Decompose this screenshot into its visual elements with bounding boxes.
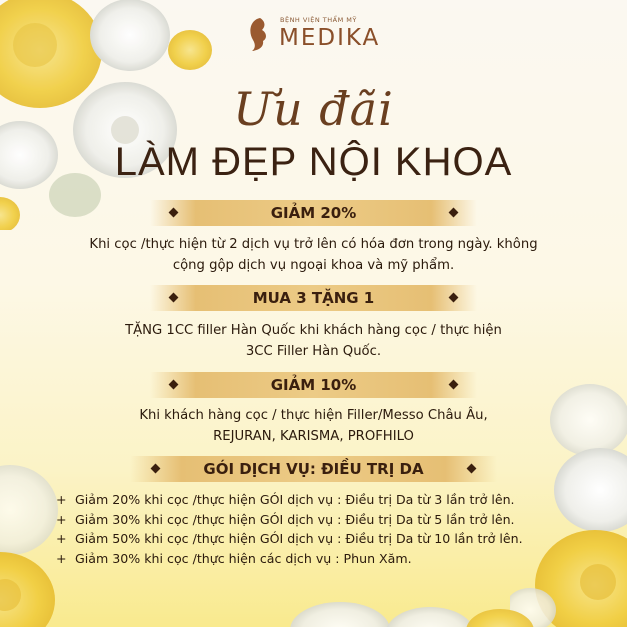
list-item bbox=[56, 529, 616, 549]
brand-subtitle: BỆNH VIỆN THẨM MỸ bbox=[280, 16, 357, 24]
offer-description-1 bbox=[0, 234, 627, 276]
plus-bullet: + bbox=[56, 550, 67, 566]
offer-band-2 bbox=[150, 285, 477, 311]
offer-label: MUA 3 TẶNG 1 bbox=[252, 289, 375, 307]
description-line: Khi cọc /thực hiện từ 2 dịch vụ trở lên có hóa đơn trong ngày. không bbox=[89, 237, 538, 252]
list-item bbox=[56, 510, 616, 530]
brand-logo bbox=[244, 14, 394, 54]
script-headline: Ưu đãi bbox=[233, 82, 394, 136]
diamond-icon bbox=[449, 208, 459, 218]
diamond-icon bbox=[169, 380, 179, 390]
offer-band-3 bbox=[150, 372, 477, 398]
diamond-icon bbox=[449, 293, 459, 303]
offer-label: GIẢM 10% bbox=[270, 376, 357, 394]
description-line: TẶNG 1CC filler Hàn Quốc khi khách hàng cọc / thực hiện bbox=[125, 323, 502, 338]
diamond-icon bbox=[169, 208, 179, 218]
list-item bbox=[56, 490, 616, 510]
package-list bbox=[56, 490, 616, 568]
offer-description-2 bbox=[0, 320, 627, 362]
diamond-icon bbox=[449, 380, 459, 390]
offer-label: GIẢM 20% bbox=[270, 204, 357, 222]
list-item-text: Giảm 30% khi cọc /thực hiện các dịch vụ : Phun Xăm. bbox=[75, 550, 412, 566]
page-title: LÀM ĐẸP NỘI KHOA bbox=[114, 140, 513, 184]
plus-bullet: + bbox=[56, 531, 67, 546]
diamond-icon bbox=[151, 464, 161, 474]
description-line: cộng gộp dịch vụ ngoại khoa và mỹ phẩm. bbox=[172, 258, 455, 273]
flower-cluster-bottom bbox=[280, 585, 540, 627]
list-item bbox=[56, 549, 616, 569]
list-item-text: Giảm 50% khi cọc /thực hiện GÓI dịch vụ : Điều trị Da từ 10 lần trở lên. bbox=[75, 531, 523, 546]
diamond-icon bbox=[169, 293, 179, 303]
description-line: REJURAN, KARISMA, PROFHILO bbox=[213, 429, 414, 444]
brand-name: MEDIKA bbox=[279, 25, 381, 51]
offer-band-4 bbox=[130, 456, 497, 482]
list-item-text: Giảm 20% khi cọc /thực hiện GÓI dịch vụ : Điều trị Da từ 3 lần trở lên. bbox=[75, 492, 515, 507]
offer-description-3 bbox=[0, 405, 627, 447]
plus-bullet: + bbox=[56, 511, 67, 527]
plus-bullet: + bbox=[56, 492, 67, 507]
description-line: Khi khách hàng cọc / thực hiện Filler/Messo Châu Âu, bbox=[139, 408, 488, 423]
description-line: 3CC Filler Hàn Quốc. bbox=[245, 344, 382, 359]
offer-band-1 bbox=[150, 200, 477, 226]
list-item-text: Giảm 30% khi cọc /thực hiện GÓI dịch vụ : Điều trị Da từ 5 lần trở lên. bbox=[75, 511, 515, 527]
diamond-icon bbox=[467, 464, 477, 474]
offer-label: GÓI DỊCH VỤ: ĐIỀU TRỊ DA bbox=[203, 460, 424, 478]
face-silhouette-icon bbox=[244, 16, 274, 52]
